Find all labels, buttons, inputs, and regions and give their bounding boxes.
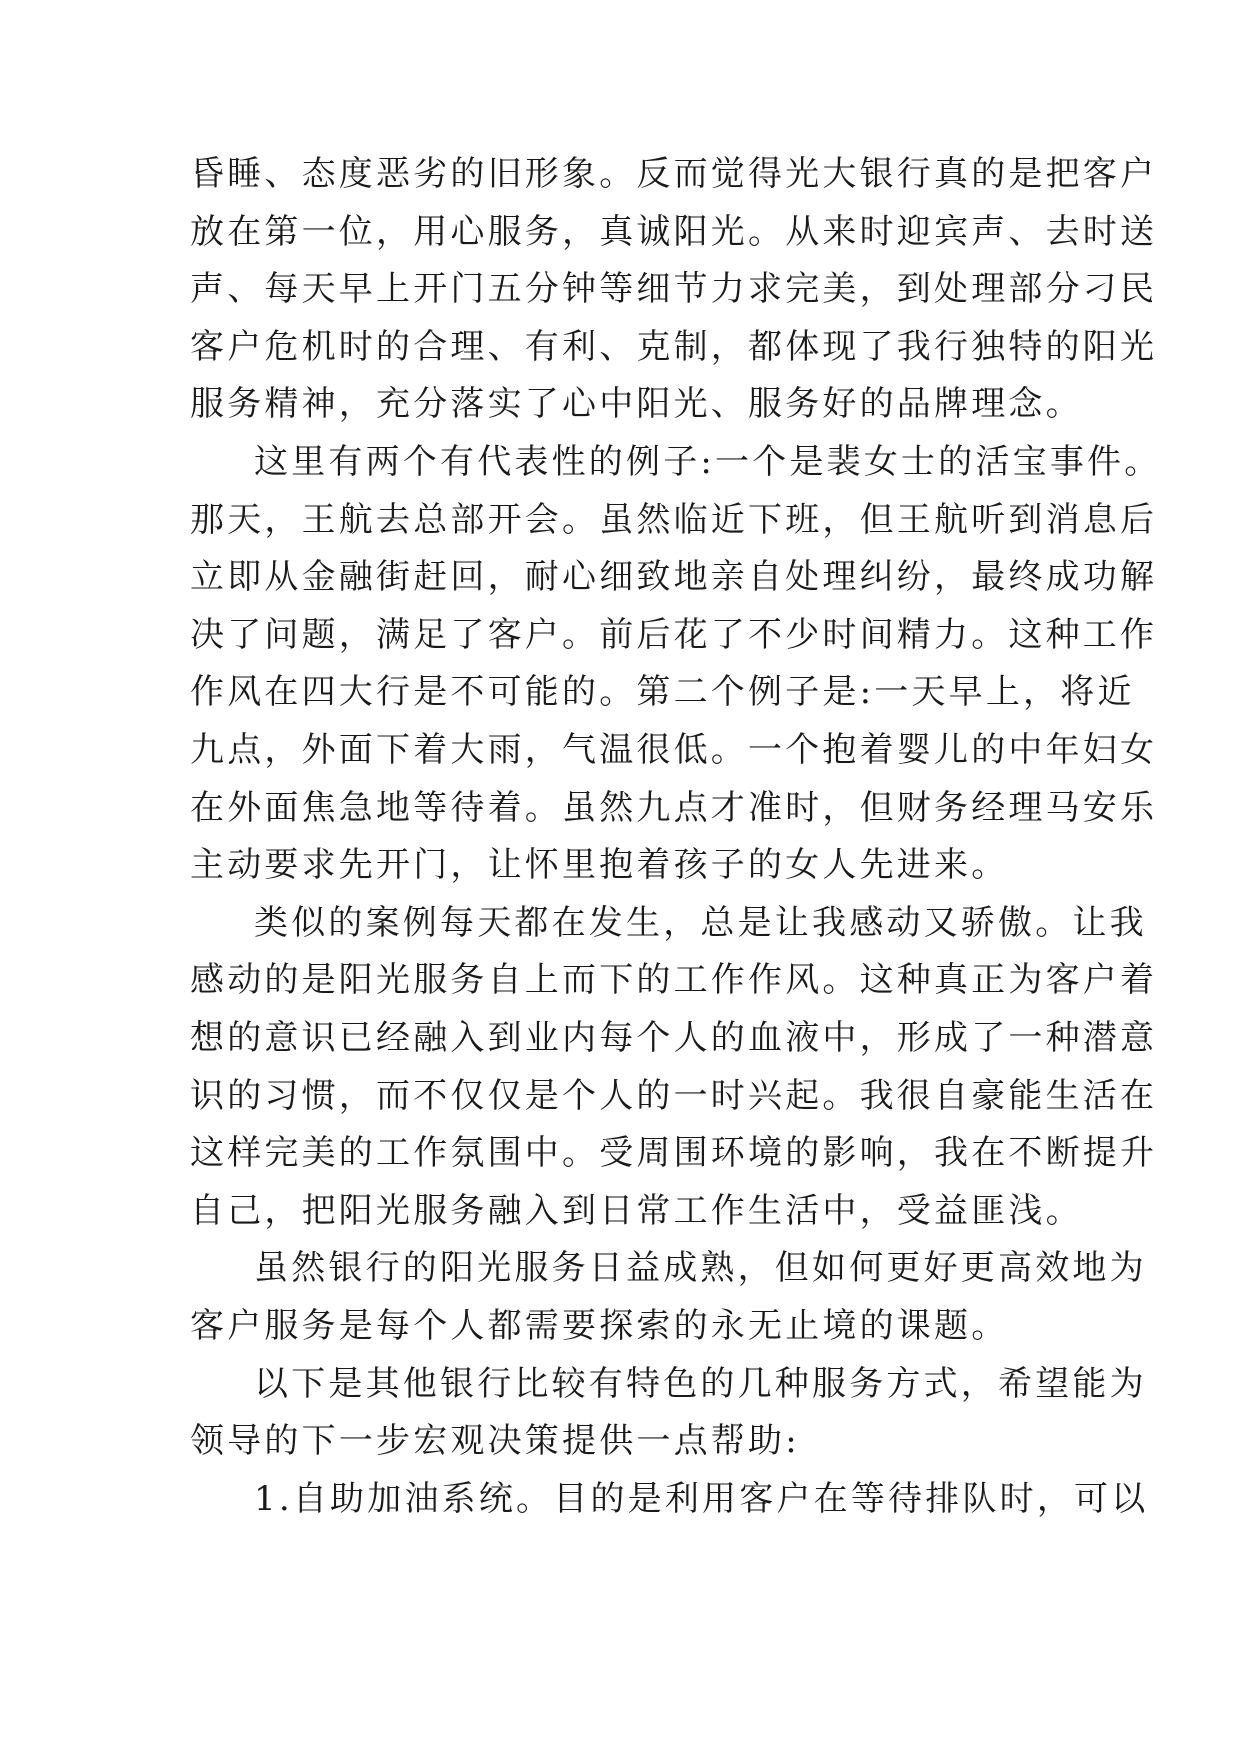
text-line: 立即从金融街赶回，耐心细致地亲自处理纠纷，最终成功解 [190, 557, 1158, 598]
text-line: 感动的是阳光服务自上而下的工作作风。这种真正为客户着 [190, 960, 1158, 1001]
paragraph-first-line: 1.自助加油系统。目的是利用客户在等待排队时，可以 [254, 1478, 1149, 1519]
text-line: 这样完美的工作氛围中。受周围环境的影响，我在不断提升 [190, 1133, 1158, 1174]
text-line: 服务精神，充分落实了心中阳光、服务好的品牌理念。 [190, 384, 1083, 425]
text-line: 主动要求先开门，让怀里抱着孩子的女人先进来。 [190, 845, 1009, 886]
text-line: 声、每天早上开门五分钟等细节力求完美，到处理部分刁民 [190, 269, 1158, 310]
text-line: 作风在四大行是不可能的。第二个例子是:一天早上，将近 [190, 672, 1135, 713]
text-line: 领导的下一步宏观决策提供一点帮助: [190, 1421, 800, 1462]
text-line: 那天，王航去总部开会。虽然临近下班，但王航听到消息后 [190, 499, 1158, 540]
text-line: 昏睡、态度恶劣的旧形象。反而觉得光大银行真的是把客户 [190, 154, 1158, 194]
text-line: 放在第一位，用心服务，真诚阳光。从来时迎宾声、去时送 [190, 211, 1158, 252]
text-line: 决了问题，满足了客户。前后花了不少时间精力。这种工作 [190, 614, 1158, 655]
text-line: 客户危机时的合理、有利、克制，都体现了我行独特的阳光 [190, 326, 1158, 367]
text-line: 九点，外面下着大雨，气温很低。一个抱着婴儿的中年妇女 [190, 730, 1158, 770]
paragraph-first-line: 类似的案例每天都在发生，总是让我感动又骄傲。让我 [254, 902, 1147, 943]
text-line: 在外面焦急地等待着。虽然九点才准时，但财务经理马安乐 [190, 787, 1158, 828]
text-line: 识的习惯，而不仅仅是个人的一时兴起。我很自豪能生活在 [190, 1075, 1158, 1116]
paragraph-first-line: 以下是其他银行比较有特色的几种服务方式，希望能为 [254, 1363, 1147, 1404]
text-line: 想的意识已经融入到业内每个人的血液中，形成了一种潜意 [190, 1018, 1158, 1058]
text-line: 自己，把阳光服务融入到日常工作生活中，受益匪浅。 [190, 1190, 1083, 1231]
paragraph-first-line: 这里有两个有代表性的例子:一个是裴女士的活宝事件。 [254, 442, 1162, 482]
text-line: 客户服务是每个人都需要探索的永无止境的课题。 [190, 1306, 1009, 1346]
paragraph-first-line: 虽然银行的阳光服务日益成熟，但如何更好更高效地为 [254, 1248, 1147, 1289]
